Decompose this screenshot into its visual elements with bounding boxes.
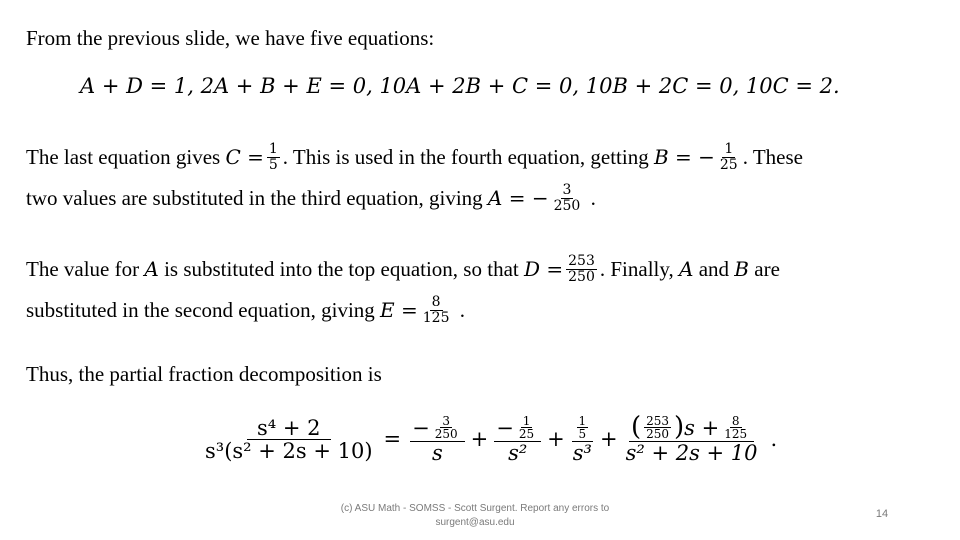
- paragraph-2: [26, 178, 596, 218]
- term-3-coef-den: 5: [578, 427, 587, 442]
- paragraph-1: [26, 137, 803, 177]
- a-variable: A: [144, 257, 159, 281]
- term-1-coef: [433, 415, 460, 441]
- term-1: [410, 415, 465, 464]
- paragraph-4: [26, 290, 465, 330]
- term-3-numerator: [572, 415, 594, 442]
- b-denominator: 25: [719, 156, 738, 173]
- p3-text-c: . Finally,: [599, 256, 674, 281]
- p1-text-c: . These: [742, 144, 803, 169]
- term-1-numerator: [410, 415, 465, 442]
- a-variable-2: A: [679, 257, 694, 281]
- p2-period: .: [585, 185, 596, 210]
- term-2-numerator: [494, 415, 541, 442]
- d-lhs: D =: [523, 257, 564, 281]
- term-2-coef-num: 1: [522, 413, 531, 428]
- a-numerator: 3: [562, 181, 572, 198]
- d-numerator: 253: [568, 252, 595, 269]
- right-paren: ): [674, 412, 685, 442]
- term-4-numerator: [629, 414, 754, 442]
- term-1-coef-num: 3: [442, 413, 451, 428]
- left-paren: (: [630, 412, 642, 442]
- p1-text-a: The last equation gives: [26, 144, 221, 169]
- p3-text-e: are: [754, 256, 780, 281]
- term-4-s: s +: [684, 415, 720, 440]
- intro-label: From the previous slide, we have five equations:: [26, 25, 435, 50]
- p3-text-d: and: [698, 256, 730, 281]
- term-4-coef-1-den: 250: [646, 427, 670, 442]
- lhs-fraction: [203, 417, 375, 462]
- p2-text-a: two values are substituted in the third equation, giving: [26, 185, 483, 210]
- plus-3: +: [599, 427, 618, 452]
- term-2-coef-den: 25: [518, 427, 535, 442]
- p3-text-a: The value for: [26, 256, 140, 281]
- e-numerator: 8: [431, 293, 441, 310]
- footer-line-2: surgent@asu.edu: [435, 517, 515, 528]
- c-numerator: 1: [268, 140, 278, 157]
- term-3: [571, 415, 594, 464]
- term-1-sign: −: [412, 415, 430, 440]
- p4-period: .: [454, 297, 465, 322]
- c-denominator: 5: [268, 156, 278, 173]
- term-2: [494, 415, 541, 464]
- term-3-denominator: s³: [572, 440, 592, 465]
- b-numerator: 1: [724, 140, 734, 157]
- e-fraction: [421, 295, 452, 325]
- a-lhs: A = −: [487, 186, 549, 210]
- footer-line-1: (c) ASU Math - SOMSS - Scott Surgent. Report any errors to: [340, 503, 610, 514]
- term-4: [624, 414, 760, 464]
- paragraph-5: [26, 354, 382, 394]
- term-4-coef-2: [722, 415, 749, 441]
- paragraph-3: [26, 249, 780, 289]
- c-lhs: C =: [225, 145, 264, 169]
- a-fraction: [552, 183, 583, 213]
- term-2-coef: [517, 415, 536, 441]
- equals-sign: =: [383, 427, 402, 452]
- c-fraction: [267, 142, 280, 172]
- term-3-coef: [577, 415, 589, 441]
- term-1-denominator: s: [432, 440, 443, 465]
- page-number: 14: [875, 508, 889, 520]
- lhs-denominator: s³(s² + 2s + 10): [205, 438, 373, 463]
- term-2-denominator: s²: [508, 440, 528, 465]
- p4-text-a: substituted in the second equation, giving: [26, 297, 375, 322]
- term-4-coef-1: [644, 415, 671, 441]
- five-equations: A + D = 1, 2A + B + E = 0, 10A + 2B + C = 0, 10B + 2C = 0, 10C = 2.: [80, 74, 840, 98]
- term-4-coef-2-num: 8: [731, 413, 740, 428]
- e-lhs: E =: [380, 298, 418, 322]
- footer-text: [300, 502, 650, 530]
- a-denominator: 250: [553, 197, 581, 214]
- lhs-numerator: s⁴ + 2: [247, 417, 331, 440]
- plus-1: +: [470, 427, 489, 452]
- term-1-coef-den: 250: [434, 427, 458, 442]
- term-4-coef-2-den: 125: [724, 427, 748, 442]
- b-lhs: B = −: [653, 145, 715, 169]
- term-4-coef-1-num: 253: [646, 413, 670, 428]
- d-fraction: [566, 254, 597, 284]
- d-denominator: 250: [568, 268, 595, 285]
- partial-fraction-equation: [200, 414, 777, 464]
- b-variable: B: [734, 257, 749, 281]
- term-3-coef-num: 1: [578, 413, 587, 428]
- term-4-denominator: s² + 2s + 10: [625, 441, 758, 466]
- intro-text: [26, 18, 434, 58]
- e-denominator: 125: [422, 309, 450, 326]
- equation-period: .: [770, 427, 778, 452]
- term-2-sign: −: [496, 415, 514, 440]
- plus-2: +: [547, 427, 565, 452]
- p5-text: Thus, the partial fraction decomposition is: [26, 361, 382, 386]
- p1-text-b: . This is used in the fourth equation, getting: [282, 144, 649, 169]
- b-fraction: [718, 142, 740, 172]
- p3-text-b: is substituted into the top equation, so that: [164, 256, 519, 281]
